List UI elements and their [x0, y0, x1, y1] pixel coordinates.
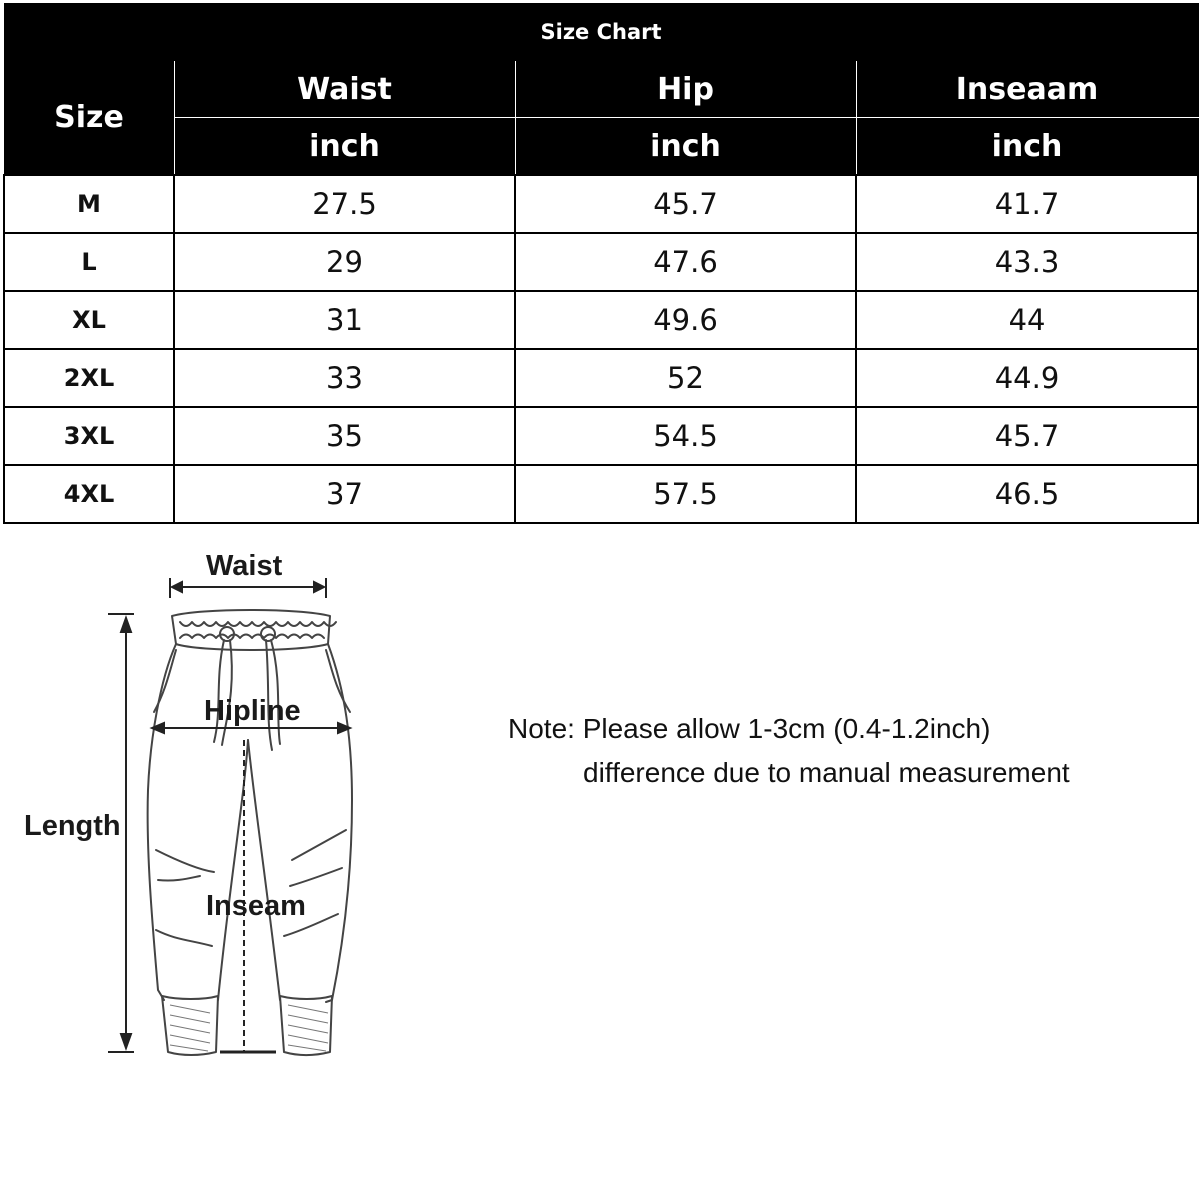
- cell-inseam: 43.3: [856, 233, 1198, 291]
- cell-size: L: [4, 233, 174, 291]
- pants-illustration: [0, 540, 470, 1070]
- inseam-label: Inseam: [206, 890, 306, 922]
- cell-waist: 35: [174, 407, 515, 465]
- cell-hip: 49.6: [515, 291, 856, 349]
- cell-size: 2XL: [4, 349, 174, 407]
- cell-inseam: 46.5: [856, 465, 1198, 523]
- note-line-1: Note: Please allow 1-3cm (0.4-1.2inch): [508, 713, 991, 744]
- cell-size: 4XL: [4, 465, 174, 523]
- cell-inseam: 44.9: [856, 349, 1198, 407]
- table-row: [4, 407, 1198, 465]
- table-row: [4, 349, 1198, 407]
- cell-hip: 45.7: [515, 175, 856, 233]
- cell-inseam: 45.7: [856, 407, 1198, 465]
- size-chart-table: [3, 3, 1199, 524]
- cell-hip: 47.6: [515, 233, 856, 291]
- cell-waist: 31: [174, 291, 515, 349]
- waist-label: Waist: [206, 550, 283, 582]
- length-label: Length: [24, 810, 121, 842]
- unit-waist: inch: [174, 118, 515, 176]
- cell-hip: 54.5: [515, 407, 856, 465]
- table-row: [4, 465, 1198, 523]
- header-hip: Hip: [515, 61, 856, 118]
- table-row: [4, 175, 1198, 233]
- cell-hip: 52: [515, 349, 856, 407]
- table-row: [4, 233, 1198, 291]
- header-size: Size: [4, 61, 174, 176]
- cell-size: M: [4, 175, 174, 233]
- cell-waist: 27.5: [174, 175, 515, 233]
- header-waist: Waist: [174, 61, 515, 118]
- pants-measurement-diagram: [0, 540, 470, 1070]
- note-line-2: difference due to manual measurement: [583, 757, 1070, 788]
- cell-waist: 37: [174, 465, 515, 523]
- unit-inseam: inch: [856, 118, 1198, 176]
- cell-waist: 33: [174, 349, 515, 407]
- size-chart-title: Size Chart: [4, 4, 1198, 61]
- cell-inseam: 41.7: [856, 175, 1198, 233]
- table-row: [4, 291, 1198, 349]
- cell-size: 3XL: [4, 407, 174, 465]
- hipline-label: Hipline: [204, 695, 301, 727]
- header-inseam: Inseaam: [856, 61, 1198, 118]
- unit-hip: inch: [515, 118, 856, 176]
- cell-hip: 57.5: [515, 465, 856, 523]
- cell-waist: 29: [174, 233, 515, 291]
- measurement-note: [508, 707, 1070, 795]
- cell-size: XL: [4, 291, 174, 349]
- cell-inseam: 44: [856, 291, 1198, 349]
